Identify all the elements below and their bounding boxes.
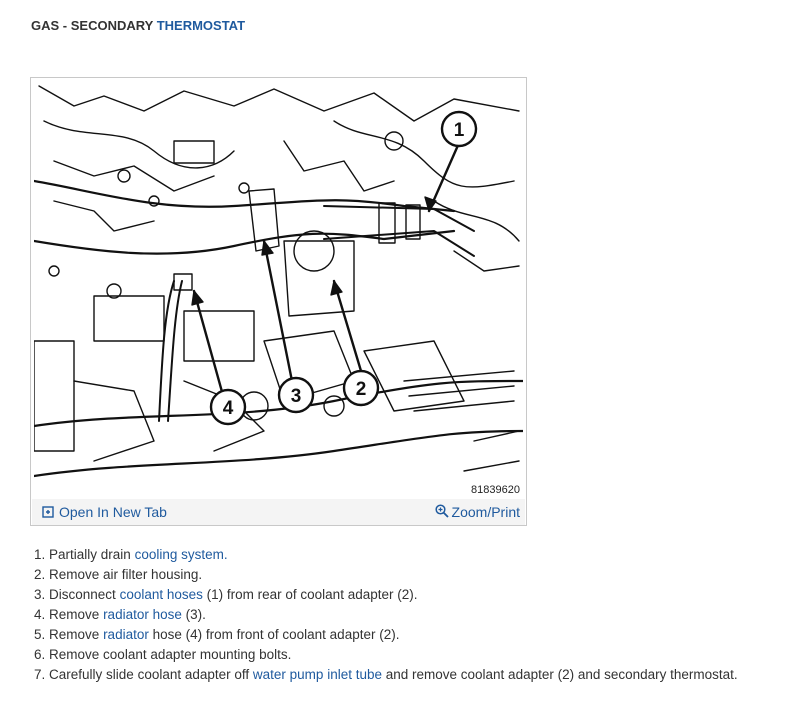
heading-prefix: GAS - SECONDARY: [31, 18, 157, 33]
step-text: Partially drain: [49, 547, 135, 562]
svg-text:3: 3: [290, 386, 302, 407]
callout-1: [442, 112, 476, 146]
step-link[interactable]: radiator hose: [103, 607, 182, 622]
callout-2: [344, 371, 378, 405]
svg-text:2: 2: [355, 379, 367, 400]
zoom-print-link[interactable]: [435, 504, 520, 520]
open-in-new-tab-link[interactable]: [42, 504, 167, 520]
step-number: 7.: [34, 667, 46, 682]
step-link[interactable]: radiator: [103, 627, 149, 642]
step-item: [34, 565, 738, 585]
step-link[interactable]: coolant hoses: [119, 587, 203, 602]
step-text: Remove: [49, 627, 104, 642]
callout-3: [279, 378, 313, 412]
step-number: 5.: [34, 627, 46, 642]
zoom-magnifier-icon: [435, 504, 449, 518]
step-text: hose (4) from front of coolant adapter (2).: [148, 627, 400, 642]
step-item: [34, 605, 738, 625]
open-in-new-tab-label: Open In New Tab: [59, 504, 167, 520]
engine-line-drawing: [34, 81, 523, 499]
step-number: 1.: [34, 547, 46, 562]
open-new-tab-icon: [42, 506, 54, 518]
page-heading: [31, 18, 245, 33]
step-number: 3.: [34, 587, 46, 602]
step-item: [34, 545, 738, 565]
step-text: Remove coolant adapter mounting bolts.: [49, 647, 292, 662]
step-link[interactable]: water pump inlet tube: [252, 667, 382, 682]
step-item: [34, 585, 738, 605]
step-number: 4.: [34, 607, 46, 622]
step-text: Disconnect: [49, 587, 120, 602]
step-text: Carefully slide coolant adapter off: [49, 667, 253, 682]
step-item: [34, 665, 738, 685]
step-text: (3).: [181, 607, 206, 622]
step-text: (1) from rear of coolant adapter (2).: [202, 587, 418, 602]
step-link[interactable]: cooling system.: [134, 547, 228, 562]
callout-4: [211, 390, 245, 424]
figure-toolbar: [32, 499, 525, 525]
figure-id-label: 81839620: [471, 484, 520, 496]
figure-panel: [30, 77, 527, 526]
zoom-print-label: Zoom/Print: [451, 504, 520, 520]
svg-text:1: 1: [453, 120, 465, 141]
procedure-steps: [34, 545, 738, 685]
svg-text:4: 4: [222, 398, 234, 419]
step-text: and remove coolant adapter (2) and secondary thermostat.: [381, 667, 738, 682]
step-number: 6.: [34, 647, 46, 662]
step-item: [34, 645, 738, 665]
step-text: Remove air filter housing.: [49, 567, 203, 582]
heading-thermostat-link[interactable]: THERMOSTAT: [156, 18, 246, 33]
step-number: 2.: [34, 567, 46, 582]
step-item: [34, 625, 738, 645]
step-text: Remove: [49, 607, 104, 622]
